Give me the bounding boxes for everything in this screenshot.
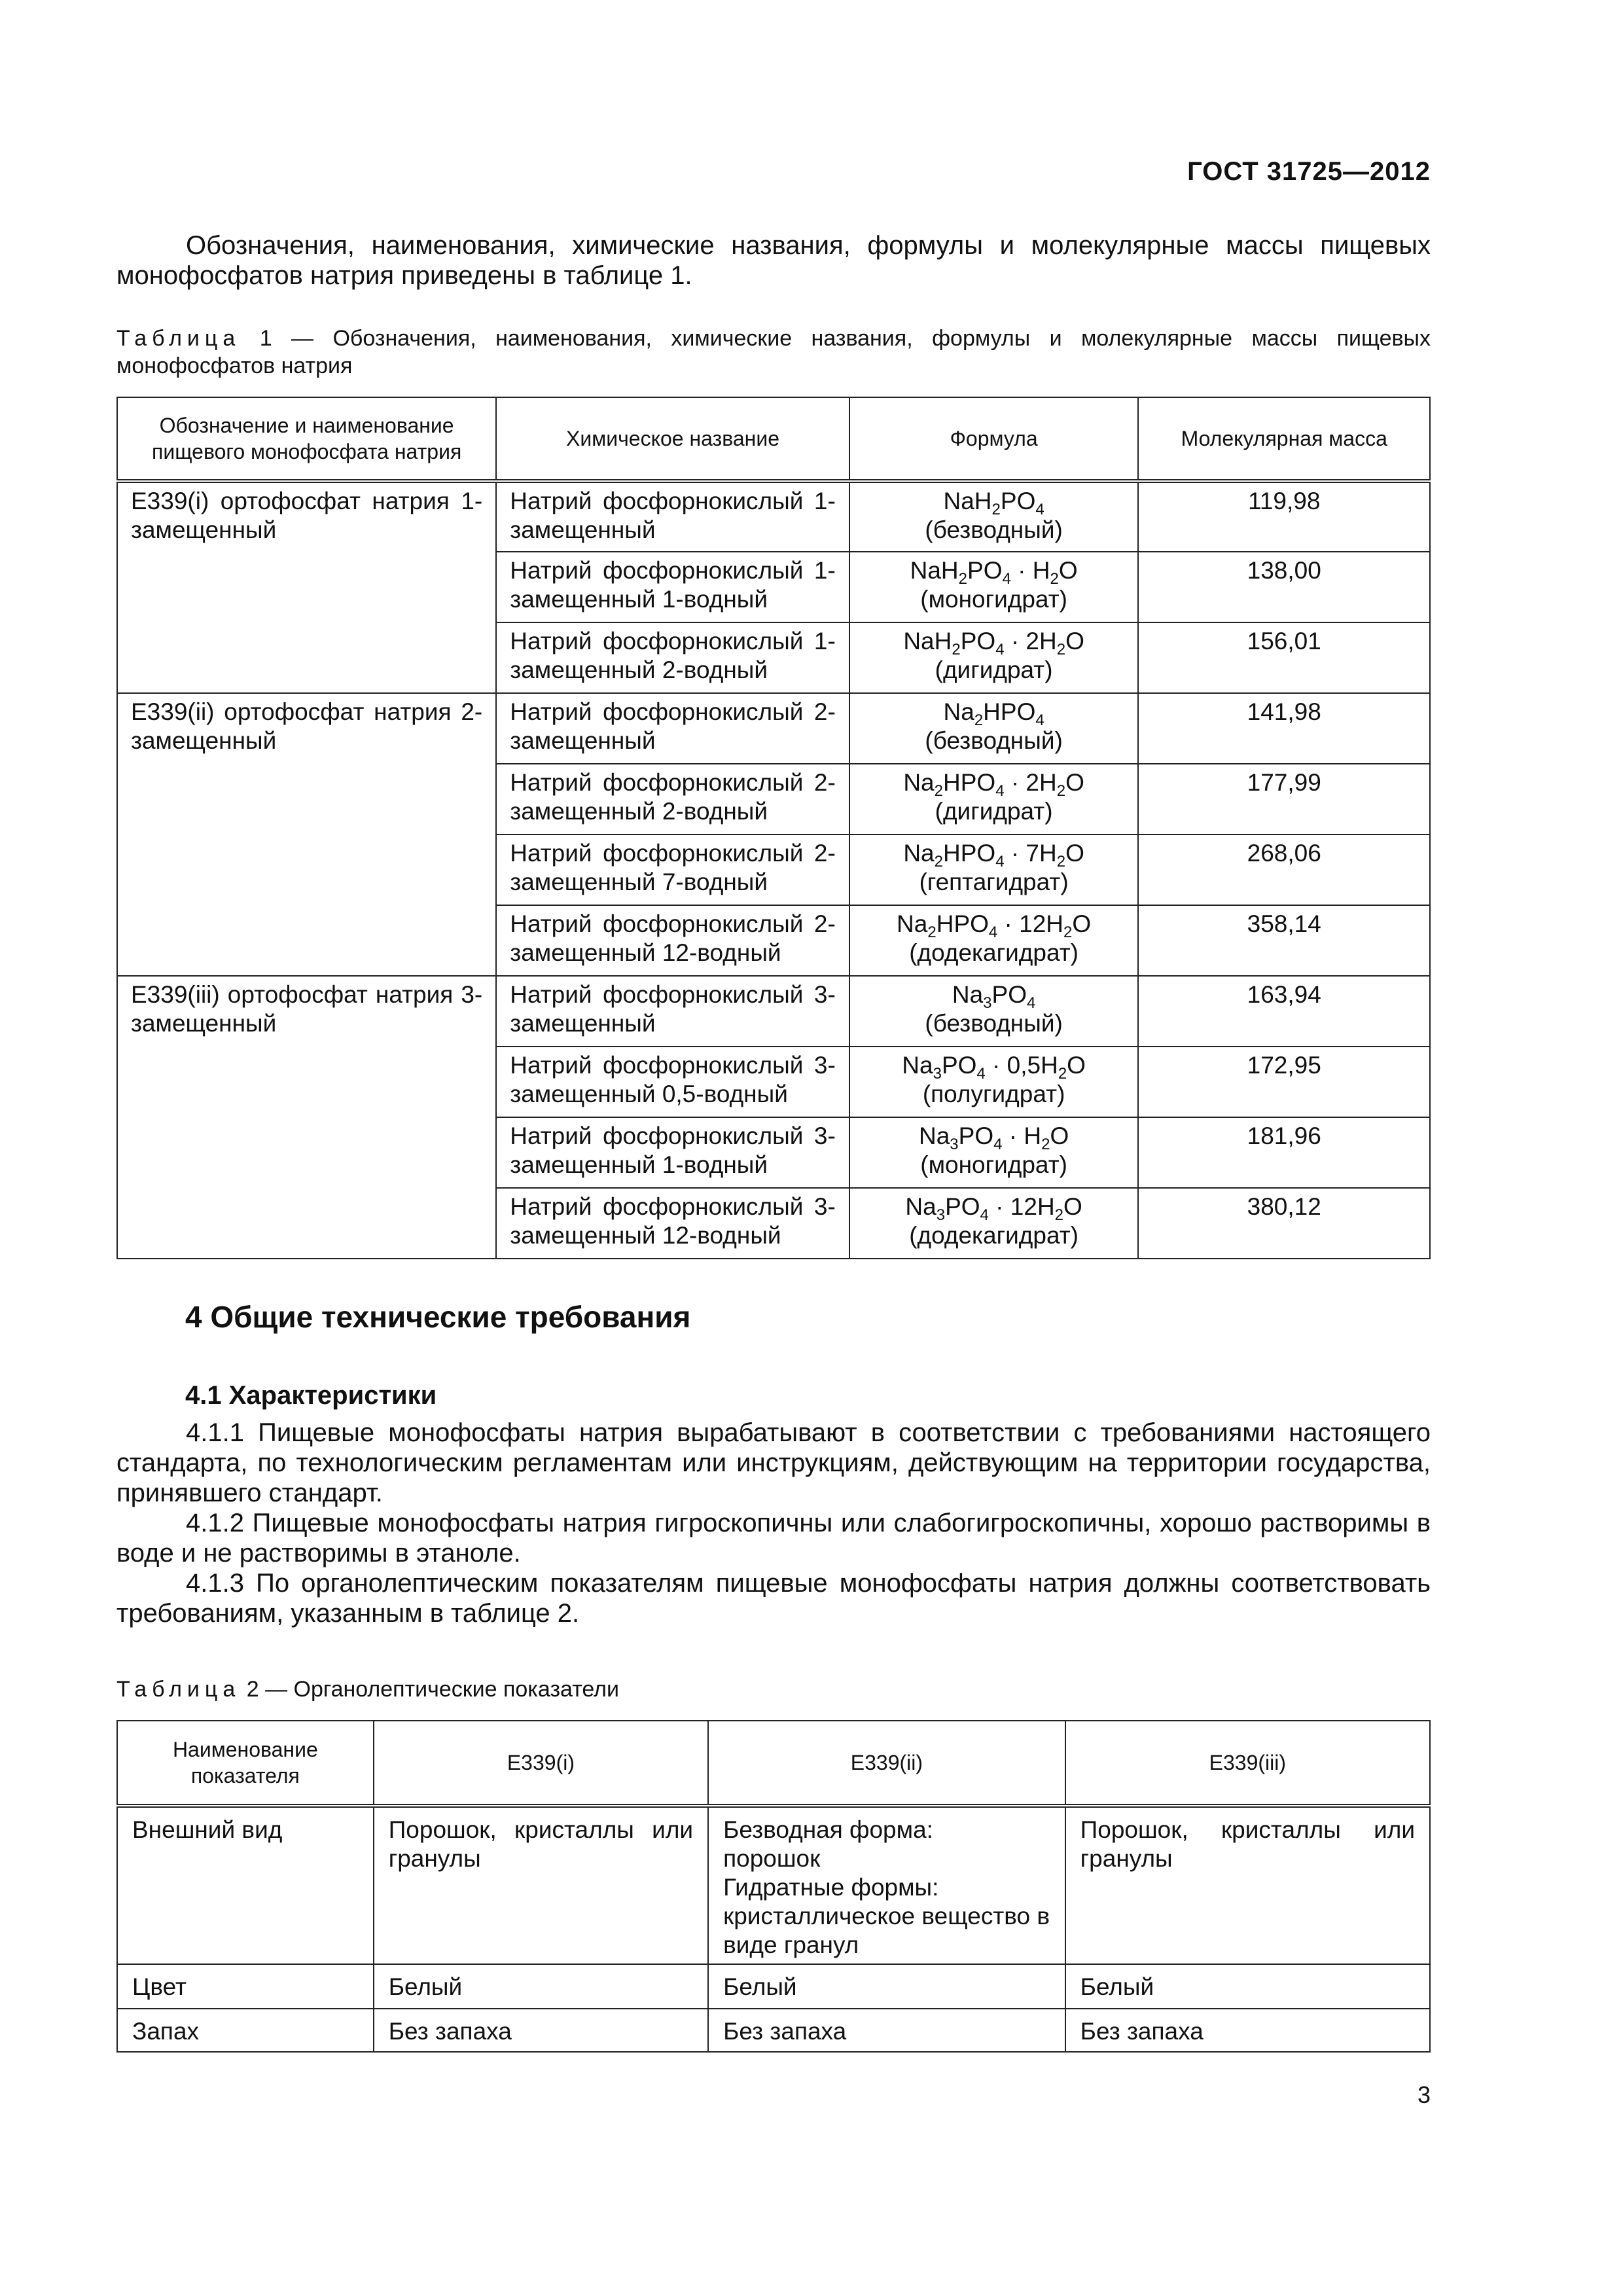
table1-caption-label: Таблица (116, 326, 241, 351)
formula-part: Na (897, 910, 928, 937)
formula-part: Na (903, 769, 935, 796)
formula-part: · 0,5H (985, 1052, 1058, 1079)
table2-cell-line: порошок (723, 1845, 821, 1872)
table1-cell-formula (849, 764, 1139, 834)
table1-cell-chemical-name: Натрий фосфорнокислый 1-замещенный 2-водный (496, 622, 849, 693)
formula-part: Na (943, 698, 974, 725)
table2-col-indicator: Наименование показателя (117, 1721, 374, 1806)
chemical-formula (863, 839, 1125, 868)
formula-part: HPO (943, 769, 996, 796)
formula-part: · 12H (988, 1193, 1055, 1220)
table1-cell-formula (849, 622, 1139, 693)
formula-part: · 12H (997, 910, 1064, 937)
formula-part: O (1050, 1122, 1069, 1149)
table1-cell-molecular-mass: 156,01 (1138, 622, 1430, 693)
table1-cell-formula (849, 905, 1139, 976)
table2-row-appearance (117, 1806, 1430, 1964)
formula-part: NaH (910, 557, 959, 584)
formula-subscript: 4 (980, 1206, 989, 1224)
table2 (116, 1720, 1431, 2053)
table1-col-molecular-mass: Молекулярная масса (1138, 397, 1430, 481)
table2-cell-name: Цвет (117, 1964, 374, 2009)
table1-cell-molecular-mass: 181,96 (1138, 1117, 1430, 1188)
table2-cell-e339i: Белый (374, 1964, 708, 2009)
table1-body (117, 481, 1430, 1259)
table1-cell-chemical-name: Натрий фосфорнокислый 2-замещенный (496, 693, 849, 764)
formula-subscript: 2 (1050, 570, 1059, 588)
formula-subscript: 3 (933, 1065, 942, 1083)
hydrate-form-name: (полугидрат) (922, 1081, 1065, 1107)
table1-cell-molecular-mass: 268,06 (1138, 834, 1430, 905)
table1-cell-chemical-name: Натрий фосфорнокислый 3-замещенный 12-водный (496, 1188, 849, 1259)
table1-header-row (117, 397, 1430, 481)
subsection-4-1-title: 4.1 Характеристики (185, 1381, 437, 1410)
formula-part: Na (918, 1122, 950, 1149)
formula-part: PO (967, 557, 1003, 584)
formula-subscript: 3 (983, 994, 992, 1012)
hydrate-form-name: (моногидрат) (920, 586, 1067, 613)
hydrate-form-name: (додекагидрат) (909, 939, 1079, 966)
table1-cell-chemical-name: Натрий фосфорнокислый 1-замещенный (496, 481, 849, 552)
formula-subscript: 4 (1035, 711, 1044, 729)
table1-cell-molecular-mass: 141,98 (1138, 693, 1430, 764)
formula-subscript: 4 (995, 641, 1005, 658)
formula-subscript: 2 (952, 641, 961, 658)
formula-subscript: 2 (927, 924, 936, 941)
formula-part: PO (1000, 488, 1036, 514)
table2-cell-line: Гидратные формы: (723, 1874, 939, 1901)
formula-subscript: 3 (950, 1136, 959, 1153)
table1-cell-molecular-mass: 138,00 (1138, 552, 1430, 622)
table1-cell-formula (849, 552, 1139, 622)
table1-cell-chemical-name: Натрий фосфорнокислый 1-замещенный 1-водный (496, 552, 849, 622)
formula-subscript: 2 (958, 570, 968, 588)
formula-part: O (1063, 1193, 1082, 1220)
chemical-formula (863, 487, 1125, 516)
table1-caption-text: 1 — Обозначения, наименования, химические названия, формулы и молекулярные массы пищевых монофосфатов натрия (116, 326, 1431, 378)
hydrate-form-name: (безводный) (925, 727, 1063, 754)
formula-part: · 2H (1004, 769, 1057, 796)
table2-cell-e339ii: Без запаха (708, 2009, 1065, 2052)
formula-part: · H (1002, 1122, 1042, 1149)
formula-part: NaH (943, 488, 992, 514)
paragraph-4-1-2: 4.1.2 Пищевые монофосфаты натрия гигроскопичны или слабогигроскопичны, хорошо растворимы в воде и не растворимы в этаноле. (116, 1509, 1431, 1568)
formula-subscript: 4 (1035, 501, 1044, 518)
table2-col-e339iii: E339(iii) (1065, 1721, 1430, 1806)
table1-cell-formula (849, 481, 1139, 552)
table2-cell-e339i: Порошок, кристаллы или гранулы (374, 1806, 708, 1964)
table1-caption (116, 325, 1431, 380)
table2-row-odor (117, 2009, 1430, 2052)
table1 (116, 397, 1431, 1259)
table1-cell-molecular-mass: 380,12 (1138, 1188, 1430, 1259)
table2-cell-e339ii: Белый (708, 1964, 1065, 2009)
formula-subscript: 4 (995, 853, 1005, 870)
table1-cell-formula (849, 834, 1139, 905)
table1-cell-chemical-name: Натрий фосфорнокислый 3-замещенный 0,5-водный (496, 1047, 849, 1117)
document-number: ГОСТ 31725—2012 (1187, 157, 1431, 186)
table1-cell-formula (849, 1117, 1139, 1188)
chemical-formula (863, 1193, 1125, 1224)
formula-part: PO (958, 1122, 994, 1149)
formula-part: O (1058, 557, 1078, 584)
table1-row (117, 976, 1430, 1047)
formula-subscript: 3 (936, 1206, 946, 1224)
formula-subscript: 4 (976, 1065, 986, 1083)
table2-cell-e339iii: Белый (1065, 1964, 1430, 2009)
formula-subscript: 4 (993, 1136, 1003, 1153)
table1-col-designation: Обозначение и наименование пищевого монофосфата натрия (117, 397, 496, 481)
chemical-formula (863, 768, 1125, 800)
formula-subscript: 2 (1058, 1065, 1067, 1083)
table2-cell-name: Внешний вид (117, 1806, 374, 1964)
chemical-formula (863, 910, 1125, 939)
formula-subscript: 4 (1002, 570, 1011, 588)
formula-part: O (1065, 769, 1084, 796)
formula-subscript: 4 (995, 782, 1005, 800)
table2-cell-line: кристаллическое вещество в виде гранул (723, 1903, 1050, 1958)
table1-col-chemical-name: Химическое название (496, 397, 849, 481)
formula-part: O (1065, 628, 1084, 655)
table1-row (117, 481, 1430, 552)
table1-cell-molecular-mass: 119,98 (1138, 481, 1430, 552)
formula-part: NaH (903, 628, 952, 655)
chemical-formula (863, 556, 1125, 588)
formula-subscript: 2 (974, 711, 984, 729)
chemical-formula (863, 627, 1125, 656)
chemical-formula (863, 698, 1125, 729)
table2-row-color (117, 1964, 1430, 2009)
table1-cell-chemical-name: Натрий фосфорнокислый 2-замещенный 12-водный (496, 905, 849, 976)
hydrate-form-name: (дигидрат) (935, 798, 1053, 825)
formula-part: · 2H (1004, 628, 1057, 655)
chemical-formula (863, 1051, 1125, 1083)
table2-cell-e339iii: Порошок, кристаллы или гранулы (1065, 1806, 1430, 1964)
table2-cell-line: Безводная форма: (723, 1816, 933, 1843)
table1-cell-designation: E339(iii) ортофосфат натрия 3-замещенный (117, 976, 496, 1259)
table2-header-row (117, 1721, 1430, 1806)
table1-cell-chemical-name: Натрий фосфорнокислый 2-замещенный 7-водный (496, 834, 849, 905)
table2-cell-e339ii (708, 1806, 1065, 1964)
hydrate-form-name: (безводный) (925, 516, 1063, 543)
formula-subscript: 2 (1063, 924, 1073, 941)
formula-part: PO (960, 628, 996, 655)
formula-part: O (1065, 840, 1084, 867)
table1-cell-designation: E339(ii) ортофосфат натрия 2-замещенный (117, 693, 496, 976)
table2-col-e339i: E339(i) (374, 1721, 708, 1806)
table1-cell-formula (849, 1047, 1139, 1117)
formula-subscript: 2 (991, 501, 1001, 518)
table2-col-e339ii: E339(ii) (708, 1721, 1065, 1806)
table1-cell-formula (849, 976, 1139, 1047)
formula-subscript: 2 (934, 782, 943, 800)
hydrate-form-name: (гептагидрат) (919, 869, 1069, 895)
table1-col-formula: Формула (849, 397, 1139, 481)
table1-cell-designation: E339(i) ортофосфат натрия 1-замещенный (117, 481, 496, 693)
table1-row (117, 693, 1430, 764)
page-number: 3 (1417, 2081, 1431, 2108)
formula-part: HPO (936, 910, 989, 937)
table2-caption-label: Таблица (116, 1677, 241, 1702)
formula-subscript: 2 (1056, 853, 1066, 870)
hydrate-form-name: (додекагидрат) (909, 1222, 1079, 1249)
table1-cell-molecular-mass: 163,94 (1138, 976, 1430, 1047)
formula-part: O (1072, 910, 1092, 937)
formula-subscript: 4 (988, 924, 998, 941)
chemical-formula (863, 980, 1125, 1012)
chemical-formula (863, 1122, 1125, 1151)
hydrate-form-name: (дигидрат) (935, 656, 1053, 683)
table1-cell-molecular-mass: 172,95 (1138, 1047, 1430, 1117)
formula-part: HPO (983, 698, 1036, 725)
table2-caption-text: 2 — Органолептические показатели (240, 1677, 620, 1702)
formula-part: PO (941, 1052, 977, 1079)
formula-subscript: 2 (1041, 1136, 1050, 1153)
table1-cell-chemical-name: Натрий фосфорнокислый 3-замещенный (496, 976, 849, 1047)
table1-cell-chemical-name: Натрий фосфорнокислый 3-замещенный 1-водный (496, 1117, 849, 1188)
hydrate-form-name: (моногидрат) (920, 1151, 1067, 1178)
formula-subscript: 2 (934, 853, 943, 870)
table2-cell-e339i: Без запаха (374, 2009, 708, 2052)
formula-part: PO (991, 981, 1027, 1008)
formula-part: PO (945, 1193, 980, 1220)
formula-subscript: 2 (1056, 641, 1066, 658)
formula-part: Na (952, 981, 984, 1008)
formula-part: Na (902, 1052, 933, 1079)
table1-cell-formula (849, 1188, 1139, 1259)
table2-cell-name: Запах (117, 2009, 374, 2052)
table1-cell-molecular-mass: 177,99 (1138, 764, 1430, 834)
paragraph-4-1-1: 4.1.1 Пищевые монофосфаты натрия вырабатывают в соответствии с требованиями настоящего стандарта, по технологическим регламентам или инструкциям, действующим на территории государства, принявшего стандарт. (116, 1418, 1431, 1507)
table2-cell-e339iii: Без запаха (1065, 2009, 1430, 2052)
formula-part: O (1067, 1052, 1086, 1079)
formula-part: Na (905, 1193, 936, 1220)
section-4-title: 4 Общие технические требования (185, 1300, 691, 1334)
formula-subscript: 2 (1054, 1206, 1064, 1224)
hydrate-form-name: (безводный) (925, 1010, 1063, 1037)
table1-cell-formula (849, 693, 1139, 764)
formula-subscript: 2 (1056, 782, 1066, 800)
table1-cell-chemical-name: Натрий фосфорнокислый 2-замещенный 2-водный (496, 764, 849, 834)
intro-paragraph: Обозначения, наименования, химические названия, формулы и молекулярные массы пищевых монофосфатов натрия приведены в таблице 1. (116, 231, 1431, 290)
formula-part: Na (903, 840, 935, 867)
formula-part: · H (1010, 557, 1050, 584)
formula-subscript: 4 (1027, 994, 1036, 1012)
paragraph-4-1-3: 4.1.3 По органолептическим показателям пищевые монофосфаты натрия должны соответствовать требованиям, указанным в таблице 2. (116, 1569, 1431, 1628)
table1-cell-molecular-mass: 358,14 (1138, 905, 1430, 976)
table2-caption (116, 1676, 1431, 1703)
formula-part: HPO (943, 840, 996, 867)
formula-part: · 7H (1004, 840, 1057, 867)
